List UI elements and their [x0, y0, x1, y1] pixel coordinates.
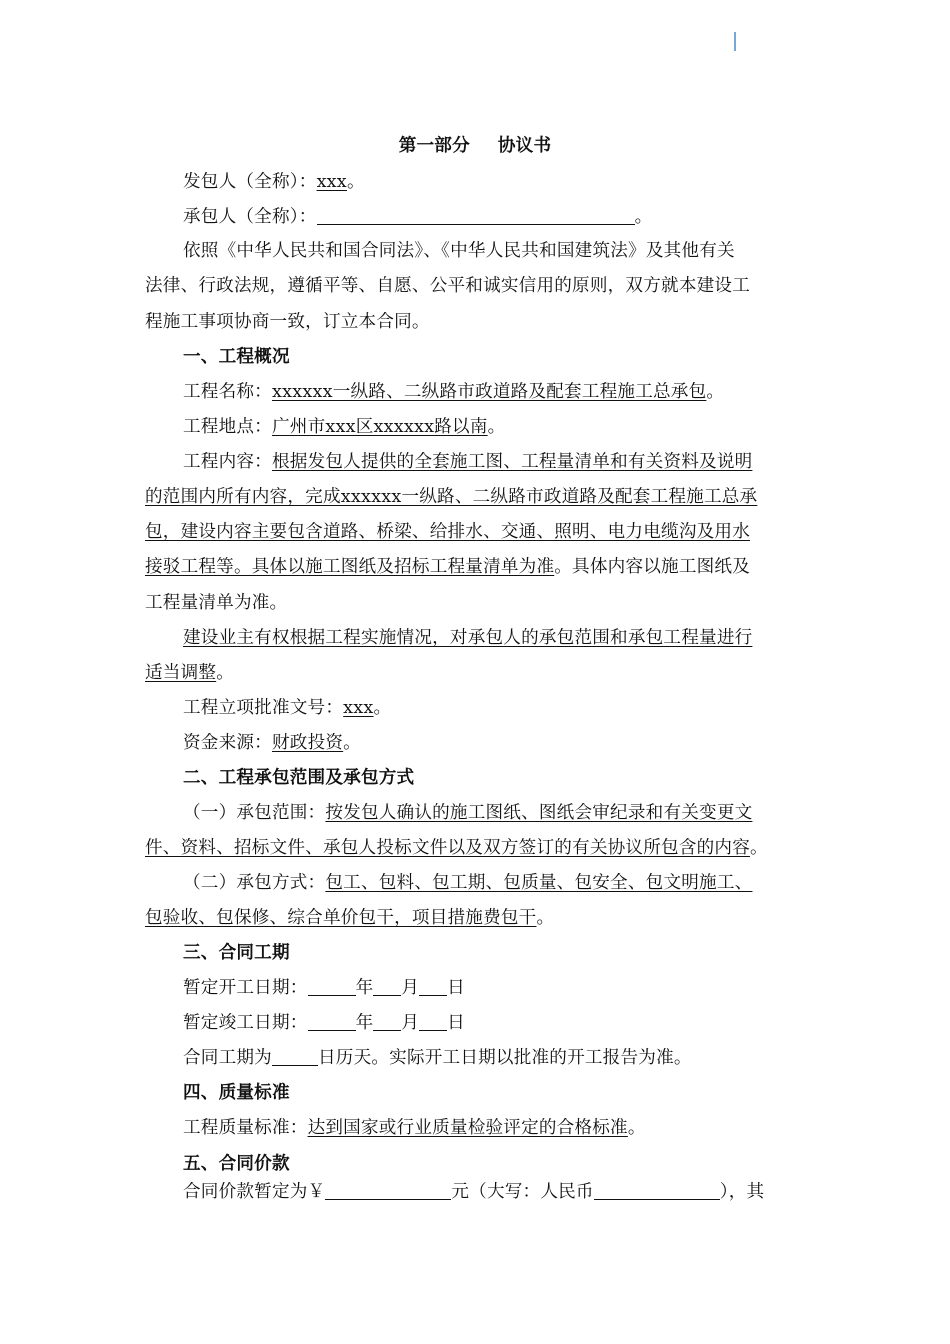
price-amount-blank [325, 1181, 451, 1200]
start-year-blank [308, 977, 356, 996]
mode-line-2: 包验收、包保修、综合单价包干，项目措施费包干。 [145, 908, 555, 928]
project-content-line-4: 接驳工程等。具体以施工图纸及招标工程量清单为准。具体内容以施工图纸及 [145, 557, 750, 577]
start-day-blank [419, 977, 447, 996]
project-content-line-5: 工程量清单为准。 [145, 593, 288, 613]
page-title: 第一部分 协议书 [398, 135, 552, 156]
contractor-line: 承包人（全称）： 。 [183, 207, 653, 227]
scope-line-2: 件、资料、招标文件、承包人投标文件以及双方签订的有关协议所包含的内容。 [145, 838, 768, 858]
section-4-heading: 四、质量标准 [183, 1082, 290, 1103]
section-2-heading: 二、工程承包范围及承包方式 [183, 767, 415, 788]
end-day-blank [419, 1012, 447, 1031]
intro-line-1: 依照《中华人民共和国合同法》、《中华人民共和国建筑法》及其他有关 [183, 241, 735, 261]
price-words-blank [594, 1181, 720, 1200]
quality-standard-line: 工程质量标准：达到国家或行业质量检验评定的合格标准。 [183, 1118, 646, 1138]
section-3-heading: 三、合同工期 [183, 942, 290, 963]
employer-line: 发包人（全称）：xxx。 [183, 172, 365, 192]
approval-number-line: 工程立项批准文号：xxx。 [183, 698, 392, 718]
contract-period-line: 合同工期为 日历天。实际开工日期以批准的开工报告为准。 [183, 1048, 692, 1068]
end-date-line: 暂定竣工日期： 年 月 日 [183, 1013, 465, 1033]
intro-line-2: 法律、行政法规，遵循平等、自愿、公平和诚实信用的原则，双方就本建设工 [145, 276, 750, 296]
project-location-line: 工程地点：广州市xxx区xxxxxx路以南。 [183, 417, 506, 437]
fund-source-line: 资金来源：财政投资。 [183, 733, 361, 753]
adjust-line-2: 适当调整。 [145, 663, 234, 683]
text-cursor [734, 32, 736, 51]
start-month-blank [373, 977, 401, 996]
adjust-line-1: 建设业主有权根据工程实施情况，对承包人的承包范围和承包工程量进行 [183, 628, 753, 648]
mode-line-1: （二）承包方式：包工、包料、包工期、包质量、包安全、包文明施工、 [183, 873, 753, 893]
start-date-line: 暂定开工日期： 年 月 日 [183, 978, 465, 998]
employer-value: xxx [316, 172, 347, 192]
project-name-line: 工程名称：xxxxxx一纵路、二纵路市政道路及配套工程施工总承包。 [183, 382, 725, 402]
end-year-blank [308, 1012, 356, 1031]
project-content-line-2: 的范围内所有内容，完成xxxxxx一纵路、二纵路市政道路及配套工程施工总承 [145, 487, 758, 507]
section-1-heading: 一、工程概况 [183, 346, 290, 367]
project-content-line-1: 工程内容：根据发包人提供的全套施工图、工程量清单和有关资料及说明 [183, 452, 753, 472]
contractor-blank [317, 206, 635, 225]
scope-line-1: （一）承包范围：按发包人确认的施工图纸、图纸会审纪录和有关变更文 [183, 803, 753, 823]
contract-price-line: 合同价款暂定为￥ 元（大写：人民币 ），其 [183, 1182, 765, 1202]
period-days-blank [272, 1047, 318, 1066]
intro-line-3: 程施工事项协商一致，订立本合同。 [145, 312, 430, 332]
section-5-heading: 五、合同价款 [183, 1153, 290, 1174]
end-month-blank [373, 1012, 401, 1031]
project-content-line-3: 包，建设内容主要包含道路、桥梁、给排水、交通、照明、电力电缆沟及用水 [145, 522, 750, 542]
